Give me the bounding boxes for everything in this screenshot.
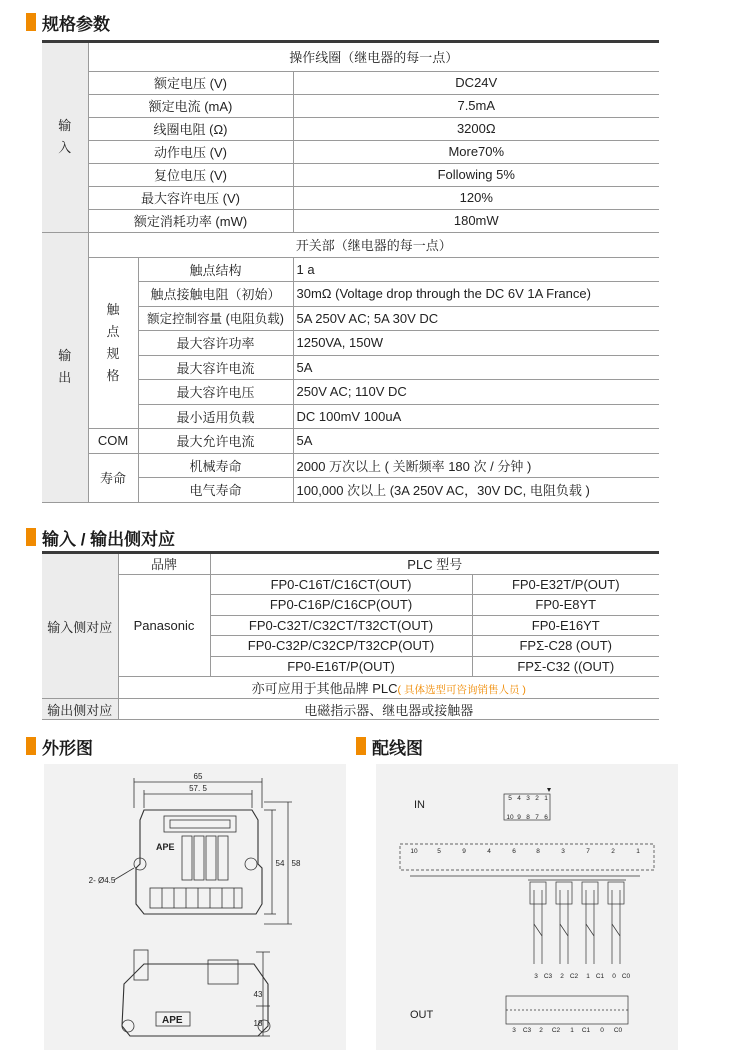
out-terminal-bottom: C0 [613,1027,623,1034]
spec-param-name: 线圈电阻 (Ω) [88,117,293,140]
output-side-label: 输出侧对应 [42,699,118,720]
spec-param-value: 120% [293,186,659,209]
spec-title: 规格参数 [42,14,110,34]
spec-param-name: 额定消耗功率 (mW) [88,209,293,232]
plc-model: FPΣ-C28 (OUT) [472,636,659,657]
sales-note: ( 具体选型可咨询销售人员 ) [397,684,526,696]
in-pin-top: 1 [544,795,548,802]
contact-param-value: 250V AC; 110V DC [293,380,659,405]
dim-65: 65 [193,772,203,781]
contact-param-name: 触点接触电阻（初始） [138,282,293,307]
input-group-label: 输 入 [42,43,88,232]
dim-18: 18 [253,1019,263,1028]
out-terminal: C3 [543,973,553,980]
out-terminal: C2 [569,973,579,980]
spec-param-name: 最大容许电压 (V) [88,186,293,209]
in-pin-top: 4 [517,795,521,802]
spec-param-value: DC24V [293,71,659,94]
dim-58: 58 [291,859,301,868]
out-terminal: 3 [534,973,538,980]
out-terminal: C0 [621,973,631,980]
bus-number: 2 [611,848,615,855]
contact-param-name: 最大容许电流 [138,355,293,380]
plc-model: FP0-C16P/C16CP(OUT) [210,595,472,616]
bus-number: 3 [561,848,565,855]
accent-bar [26,13,36,31]
in-pin-top: 3 [526,795,530,802]
com-param-value: 5A [293,429,659,454]
contact-param-value: 30mΩ (Voltage drop through the DC 6V 1A France) [293,282,659,307]
brand-name: Panasonic [118,574,210,677]
contact-param-name: 额定控制容量 (电阻负载) [138,306,293,331]
dim-54: 54 [275,859,285,868]
out-terminal: 2 [560,973,564,980]
bus-number: 8 [536,848,540,855]
wiring-title: 配线图 [372,738,423,758]
out-terminal-bottom: 0 [600,1027,604,1034]
spec-param-value: 180mW [293,209,659,232]
bus-number: 7 [586,848,590,855]
contact-param-value: DC 100mV 100uA [293,404,659,429]
out-terminal-bottom: 2 [539,1027,543,1034]
accent-bar [26,737,36,755]
bus-number: 6 [512,848,516,855]
plc-model: FP0-C32T/C32CT/T32CT(OUT) [210,615,472,636]
contact-param-value: 5A [293,355,659,380]
bus-number: 10 [410,848,418,855]
bus-number: 4 [487,848,491,855]
coil-header: 操作线圈（继电器的每一点） [88,43,659,71]
spec-param-name: 复位电压 (V) [88,163,293,186]
out-terminal-bottom: C3 [522,1027,532,1034]
out-terminal: 1 [586,973,590,980]
plc-model: FP0-E16T/P(OUT) [210,656,472,677]
contact-param-name: 触点结构 [138,257,293,282]
contact-param-value: 1250VA, 150W [293,331,659,356]
plc-model: FPΣ-C32 ((OUT) [472,656,659,677]
com-param-name: 最大允许电流 [138,429,293,454]
plc-model: FP0-C16T/C16CT(OUT) [210,574,472,595]
out-terminal-bottom: C2 [551,1027,561,1034]
wiring-diagram [376,764,678,1050]
life-param-name: 电气寿命 [138,478,293,503]
contact-param-name: 最大容许功率 [138,331,293,356]
plc-model: FP0-E8YT [472,595,659,616]
bus-number: 9 [462,848,466,855]
io-title: 输入 / 输出侧对应 [42,529,176,549]
spec-param-name: 额定电流 (mA) [88,94,293,117]
contact-param-value: 1 a [293,257,659,282]
bus-number: 1 [636,848,640,855]
contact-param-name: 最大容许电压 [138,380,293,405]
hole-dim: 2- Ø4.5 [88,876,116,885]
out-label: OUT [410,1009,434,1021]
contact-param-value: 5A 250V AC; 5A 30V DC [293,306,659,331]
life-param-name: 机械寿命 [138,453,293,478]
other-brand-note: 亦可应用于其他品牌 PLC( 具体选型可咨询销售人员 ) [118,677,659,699]
brand-header: 品牌 [118,554,210,574]
spec-table [42,43,659,503]
spec-param-value: 7.5mA [293,94,659,117]
bus-number: 5 [437,848,441,855]
in-pin-top: 5 [508,795,512,802]
output-side-value: 电磁指示器、继电器或接触器 [118,699,659,720]
com-label: COM [88,429,138,454]
spec-param-name: 额定电压 (V) [88,71,293,94]
io-table [42,554,659,720]
switch-header: 开关部（继电器的每一点） [88,232,659,257]
out-terminal-bottom: C1 [581,1027,591,1034]
brand-mark-top: APE [156,842,175,852]
dim-43: 43 [253,990,263,999]
out-terminal-bottom: 3 [512,1027,516,1034]
brand-mark-side: APE [162,1015,183,1026]
output-group-label: 输 出 [42,232,88,502]
contact-param-name: 最小适用负载 [138,404,293,429]
life-label: 寿命 [88,453,138,502]
plc-model: FP0-C32P/C32CP/T32CP(OUT) [210,636,472,657]
plc-model: FP0-E32T/P(OUT) [472,574,659,595]
out-terminal-bottom: 1 [570,1027,574,1034]
io-section-header [26,526,175,548]
wiring-section-header [356,735,423,757]
out-terminal: C1 [595,973,605,980]
outline-drawing-panel [44,764,346,1050]
dim-57: 57. 5 [189,784,207,793]
accent-bar [26,528,36,546]
spec-section-header [26,11,110,33]
life-param-value: 100,000 次以上 (3A 250V AC，30V DC, 电阻负载 ) [293,478,659,503]
in-pin-bottom: 9 [517,814,521,821]
input-side-label: 输入侧对应 [42,554,118,699]
in-pin-bottom: 6 [544,814,548,821]
outline-drawing [44,764,346,1050]
life-param-value: 2000 万次以上 ( 关断频率 180 次 / 分钟 ) [293,453,659,478]
in-pin-bottom: 7 [535,814,539,821]
spec-param-value: Following 5% [293,163,659,186]
wiring-diagram-panel [376,764,678,1050]
plc-model: FP0-E16YT [472,615,659,636]
spec-param-value: More70% [293,140,659,163]
outline-section-header [26,735,93,757]
pin1-marker [547,788,551,792]
accent-bar [356,737,366,755]
outline-title: 外形图 [42,738,93,758]
in-pin-bottom: 8 [526,814,530,821]
in-label: IN [414,799,425,811]
spec-param-name: 动作电压 (V) [88,140,293,163]
contact-spec-label: 触 点 规 格 [88,257,138,429]
in-pin-top: 2 [535,795,539,802]
in-pin-bottom: 10 [506,814,514,821]
plc-header: PLC 型号 [210,554,659,574]
out-terminal: 0 [612,973,616,980]
spec-param-value: 3200Ω [293,117,659,140]
